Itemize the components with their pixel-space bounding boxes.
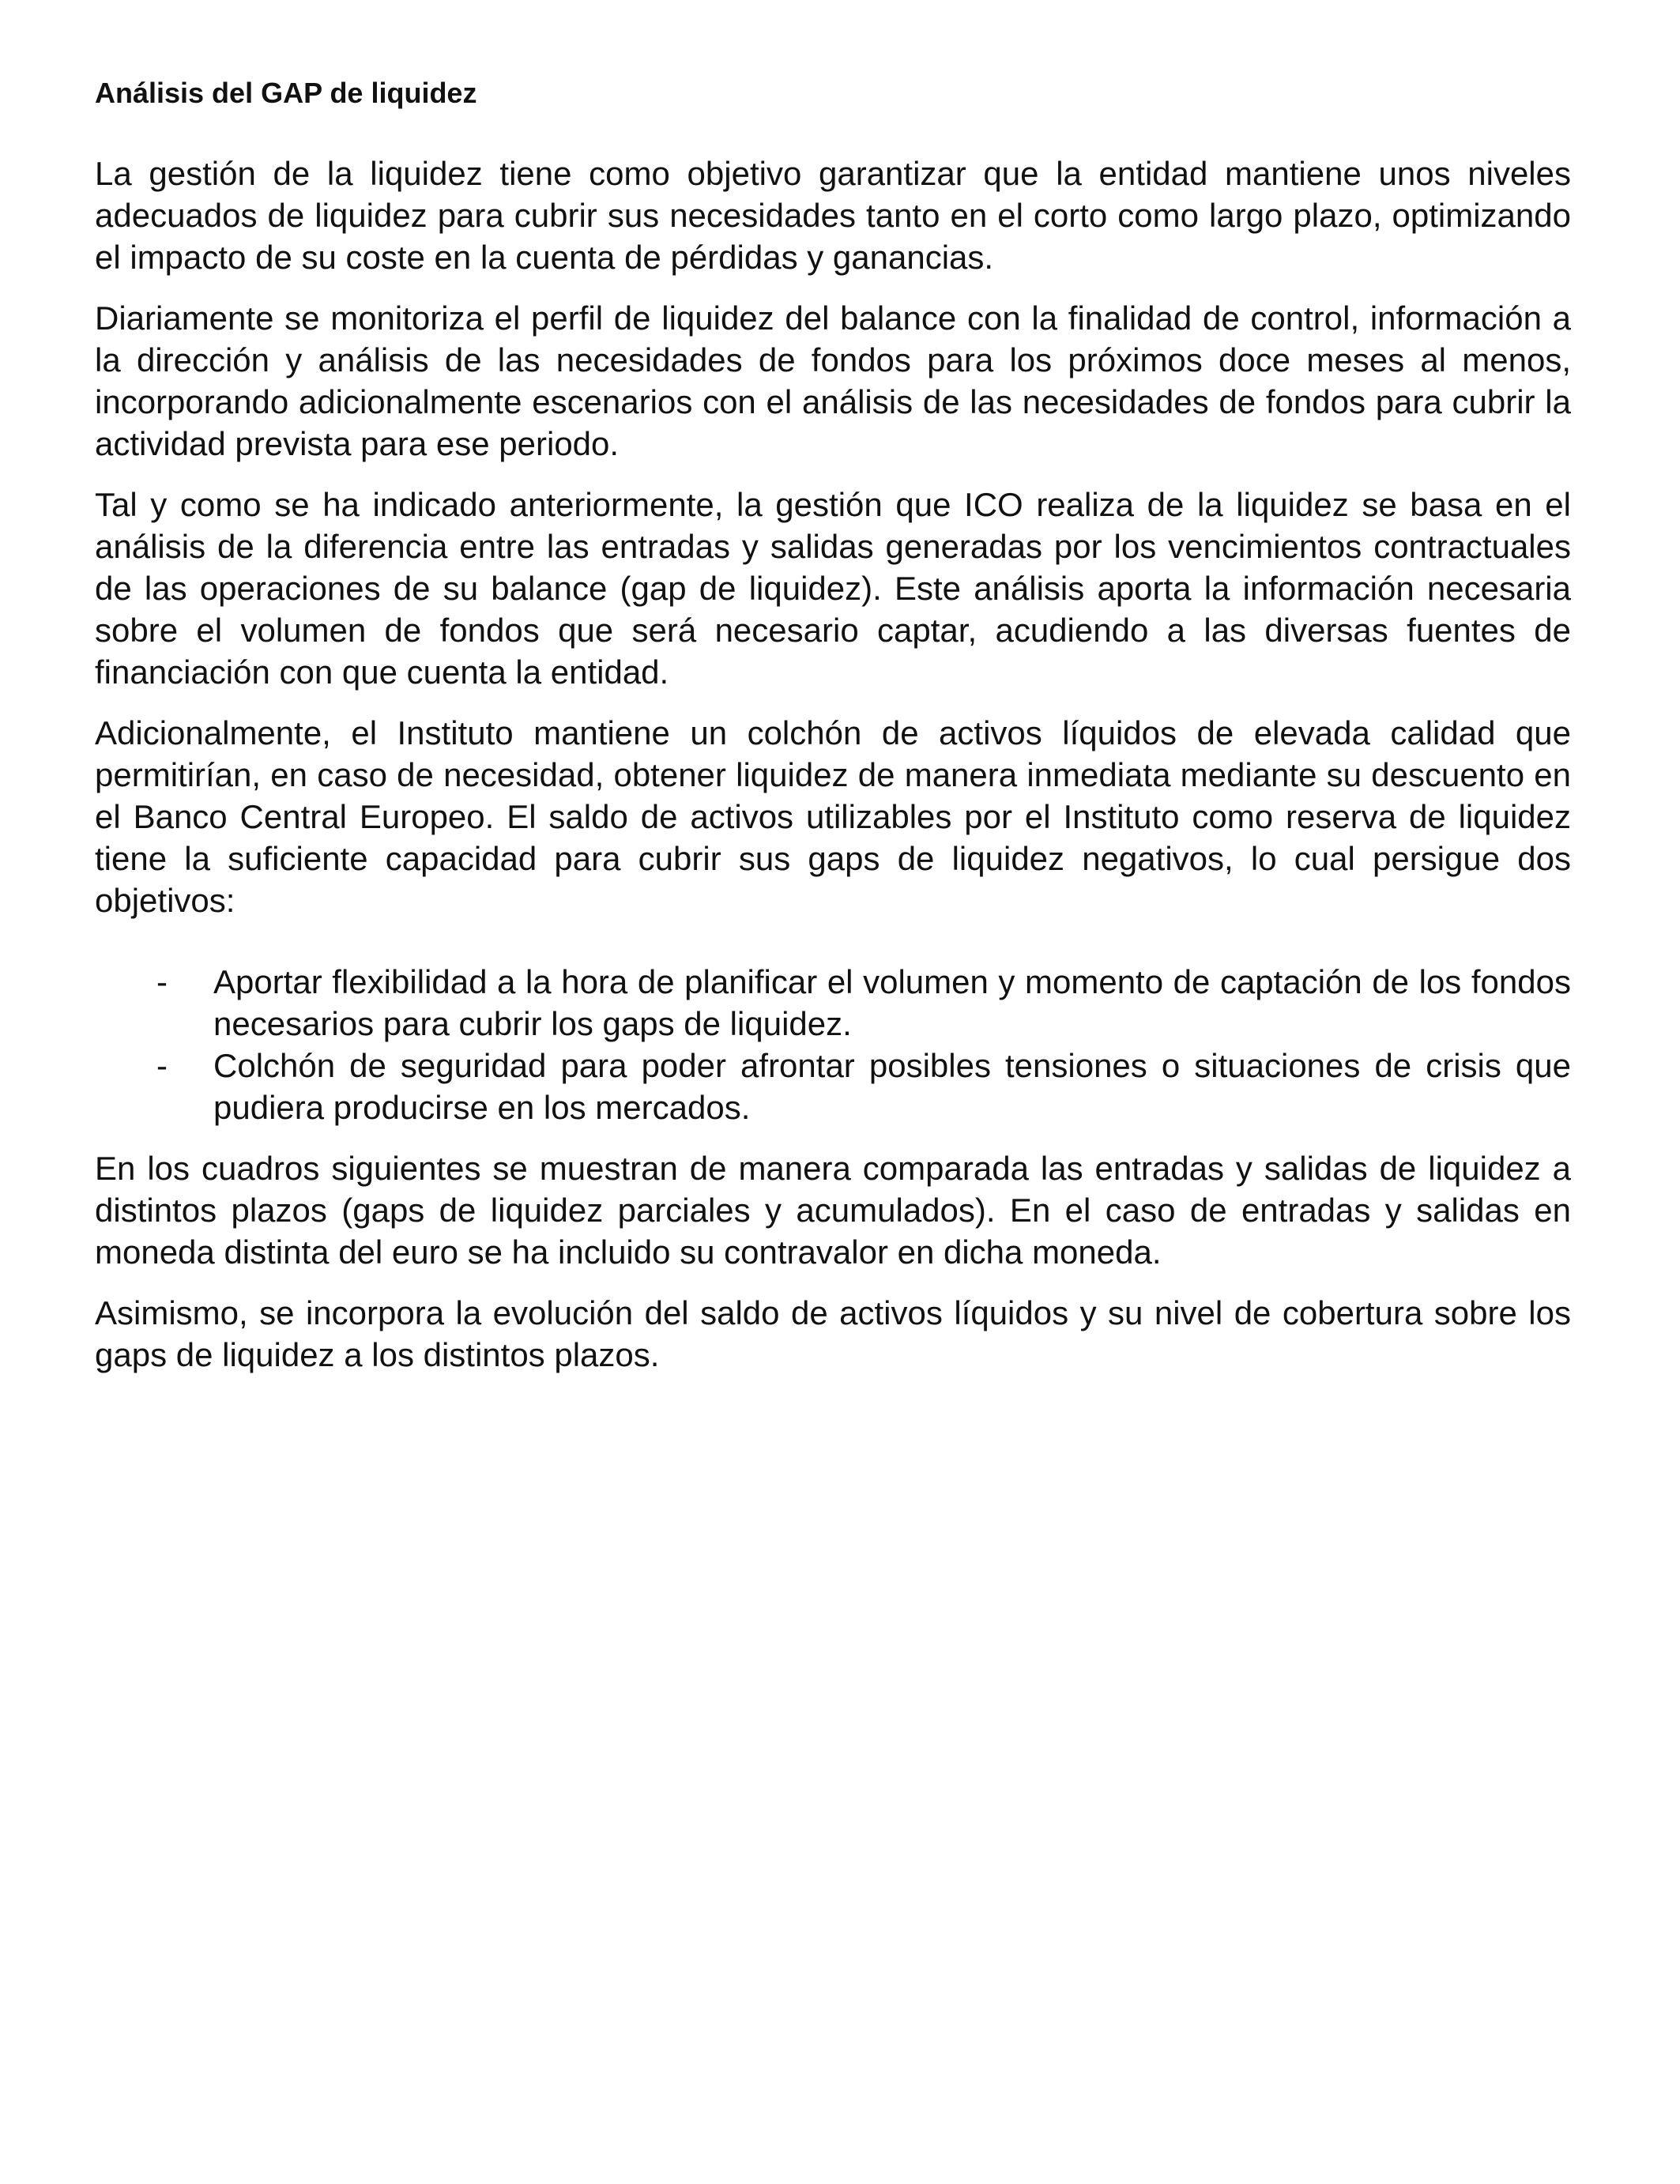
paragraph-5: En los cuadros siguientes se muestran de manera comparada las entradas y salidas de liquidez a distintos plazos (gaps de liquidez parciales y acumulados). En el caso de entradas y salidas en moneda distinta del euro se ha incluido su contravalor en dicha moneda. [95, 1150, 1571, 1271]
list-item [95, 961, 1571, 1045]
list-bullet: - [156, 963, 168, 1001]
document-title: Análisis del GAP de liquidez [95, 77, 477, 109]
paragraph-3: Tal y como se ha indicado anteriormente, la gestión que ICO realiza de la liquidez se basa en el análisis de la diferencia entre las entradas y salidas generadas por los vencimientos contractuales de las operaciones de su balance (gap de liquidez). Este análisis aporta la información necesaria sobre el volumen de fondos que será necesario captar, acudiendo a las diversas fuentes de financiación con que cuenta la entidad. [95, 486, 1571, 691]
objectives-list [95, 961, 1571, 1128]
paragraph-4: Adicionalmente, el Instituto mantiene un colchón de activos líquidos de elevada calidad que permitirían, en caso de necesidad, obtener liquidez de manera inmediata mediante su descuento en el Banco Central Europeo. El saldo de activos utilizables por el Instituto como reserva de liquidez tiene la suficiente capacidad para cubrir sus gaps de liquidez negativos, lo cual persigue dos objetivos: [95, 714, 1571, 920]
document-content [95, 76, 1571, 1395]
list-bullet: - [156, 1047, 168, 1085]
paragraph-2: Diariamente se monitoriza el perfil de liquidez del balance con la finalidad de control, información a la dirección y análisis de las necesidades de fondos para los próximos doce meses al menos, incorporando adicionalmente escenarios con el análisis de las necesidades de fondos para cubrir la actividad prevista para ese periodo. [95, 299, 1571, 463]
list-item-text: Colchón de seguridad para poder afrontar posibles tensiones o situaciones de crisis que pudiera producirse en los mercados. [213, 1047, 1571, 1127]
paragraph-6: Asimismo, se incorpora la evolución del saldo de activos líquidos y su nivel de cobertura sobre los gaps de liquidez a los distintos plazos. [95, 1294, 1571, 1374]
list-item [95, 1045, 1571, 1128]
list-item-text: Aportar flexibilidad a la hora de planificar el volumen y momento de captación de los fondos necesarios para cubrir los gaps de liquidez. [213, 963, 1571, 1043]
paragraph-1: La gestión de la liquidez tiene como objetivo garantizar que la entidad mantiene unos niveles adecuados de liquidez para cubrir sus necesidades tanto en el corto como largo plazo, optimizando el impacto de su coste en la cuenta de pérdidas y ganancias. [95, 155, 1571, 277]
